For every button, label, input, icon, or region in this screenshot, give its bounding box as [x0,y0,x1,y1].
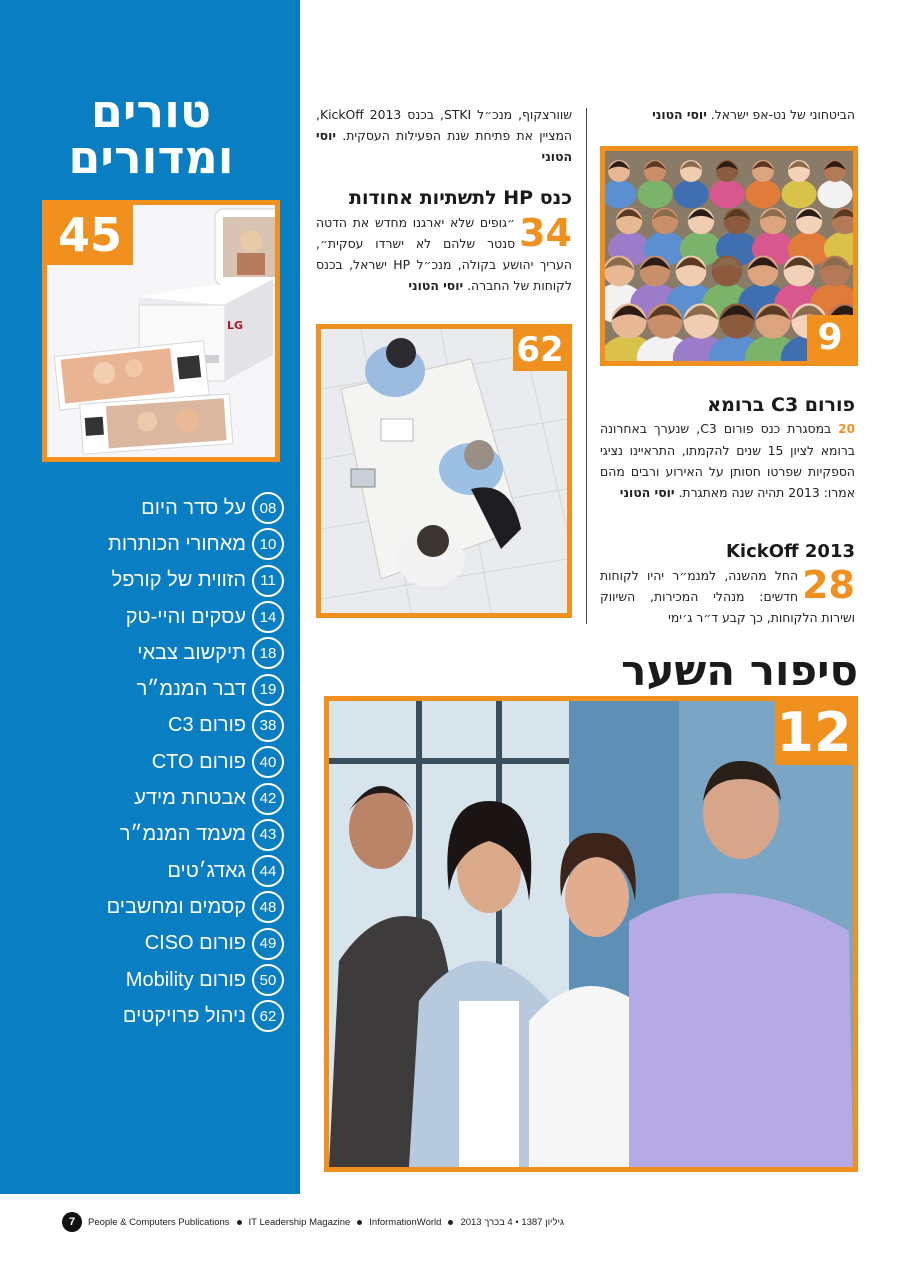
crowd-page-badge: 9 [807,315,853,361]
c3-rome-body: במסגרת כנס פורום C3, שנערך באחרונה ברומא לציון 15 שנים להקמתו, התראיינו נציגי הספקיות שפרטו חסותן על האירוע ורבים מהם אמרו: 2013 תהיה שנה מאתגרת. [600,421,855,500]
meeting-photo[interactable] [316,324,572,618]
toc-label: על סדר היום [141,496,246,519]
column-divider [586,108,587,624]
printer-photo[interactable] [42,200,280,462]
c3-rome-title: פורום C3 ברומא [707,394,855,416]
toc-list [104,490,284,1034]
toc-label: קסמים ומחשבים [106,895,246,918]
footer-separator [357,1220,362,1225]
hp-author: יוסי הטוני [408,278,464,293]
footer-site: InformationWorld [369,1216,442,1228]
cover-people-illustration [329,701,853,1167]
toc-page-number: 19 [252,674,284,706]
toc-item[interactable] [104,817,284,853]
toc-item[interactable] [104,889,284,925]
cover-story-photo[interactable] [324,696,858,1172]
right-intro-text [600,104,855,125]
toc-page-number: 08 [252,492,284,524]
footer-issue: גיליון 1387 • 4 בכרך 2013 [460,1216,565,1228]
toc-label: דבר המנמ״ר [136,678,246,701]
hp-body: ״גופים שלא יארגנו מחדש את הדטה סנטר שלהם לא ישרדו עסקית״, העריך יהושע בקולה, מנכ״ל HP ישראל, בכנס לקוחות של החברה. [316,215,572,293]
toc-page-number: 38 [252,710,284,742]
page-footer [62,1210,564,1234]
c3-rome-text [600,418,855,503]
kickoff-title: KickOff 2013 [725,541,855,562]
printer-page-badge: 45 [47,205,133,265]
toc-item[interactable] [104,563,284,599]
toc-label: עסקים והיי-טק [125,605,246,628]
footer-separator [448,1220,453,1225]
toc-page-number: 50 [252,964,284,996]
printer-brand-text: LG [227,319,244,332]
toc-item[interactable] [104,526,284,562]
toc-item[interactable] [104,744,284,780]
right-intro-body: הביטחוני של נט-אפ ישראל. [710,107,855,122]
cover-page-badge: 12 [776,701,852,764]
toc-page-number: 40 [252,746,284,778]
toc-item[interactable] [104,708,284,744]
meeting-illustration [321,329,567,613]
left-intro-body: שוורצקוף, מנכ״ל STKI, בכנס KickOff 2013, המציין את פתיחת שנת הפעילות העסקית. [316,107,572,143]
footer-publisher: People & Computers Publications [88,1216,230,1228]
toc-item[interactable] [104,962,284,998]
toc-page-number: 14 [252,601,284,633]
hp-text [316,212,572,296]
toc-label: תיקשוב צבאי [137,641,246,664]
toc-page-number: 42 [252,783,284,815]
kickoff-page: 28 [802,563,855,607]
toc-item[interactable] [104,780,284,816]
toc-item[interactable] [104,926,284,962]
toc-label: גאדג׳טים [167,859,246,882]
toc-item[interactable] [104,490,284,526]
toc-item[interactable] [104,635,284,671]
toc-label: מעמד המנמ״ר [119,823,246,846]
c3-rome-author: יוסי הטוני [619,485,675,500]
cover-story-title: סיפור השער [621,646,858,695]
footer-page-number: 7 [62,1212,82,1232]
toc-item[interactable] [104,998,284,1034]
toc-item[interactable] [104,599,284,635]
toc-page-number: 10 [252,528,284,560]
section-title: טורים ומדורים [68,84,234,184]
right-intro-author: יוסי הטוני [652,107,707,122]
toc-page-number: 18 [252,637,284,669]
kickoff-text [600,565,855,628]
toc-page-number: 44 [252,855,284,887]
meeting-page-badge: 62 [513,329,567,371]
left-intro-text [316,104,572,167]
c3-rome-page: 20 [838,422,855,436]
footer-magazine: IT Leadership Magazine [248,1216,351,1228]
toc-label: פורום Mobility [125,968,246,991]
crowd-photo[interactable] [600,146,858,366]
toc-label: פורום C3 [168,714,246,737]
toc-page-number: 49 [252,928,284,960]
toc-page-number: 48 [252,891,284,923]
toc-page-number: 11 [252,565,284,597]
hp-title: כנס HP לתשתיות אחודות [349,187,572,209]
toc-label: אבטחת מידע [134,787,246,810]
hp-page: 34 [519,211,572,255]
toc-label: מאחורי הכותרות [108,532,246,555]
footer-separator [237,1220,242,1225]
toc-item[interactable] [104,671,284,707]
toc-page-number: 62 [252,1000,284,1032]
toc-item[interactable] [104,853,284,889]
toc-label: ניהול פרויקטים [122,1004,246,1027]
toc-label: פורום CISO [144,932,246,955]
toc-page-number: 43 [252,819,284,851]
toc-label: פורום CTO [151,750,246,773]
left-intro-author: יוסי הטוני [316,128,572,164]
toc-label: הזווית של קורפל [111,569,246,592]
kickoff-body: החל מהשנה, למנמ״ר יהיו לקוחות חדשים: מנהלי המכירות, השיווק ושירות הלקוחות, כך קבע ד״ר ג׳ימי [600,568,855,625]
